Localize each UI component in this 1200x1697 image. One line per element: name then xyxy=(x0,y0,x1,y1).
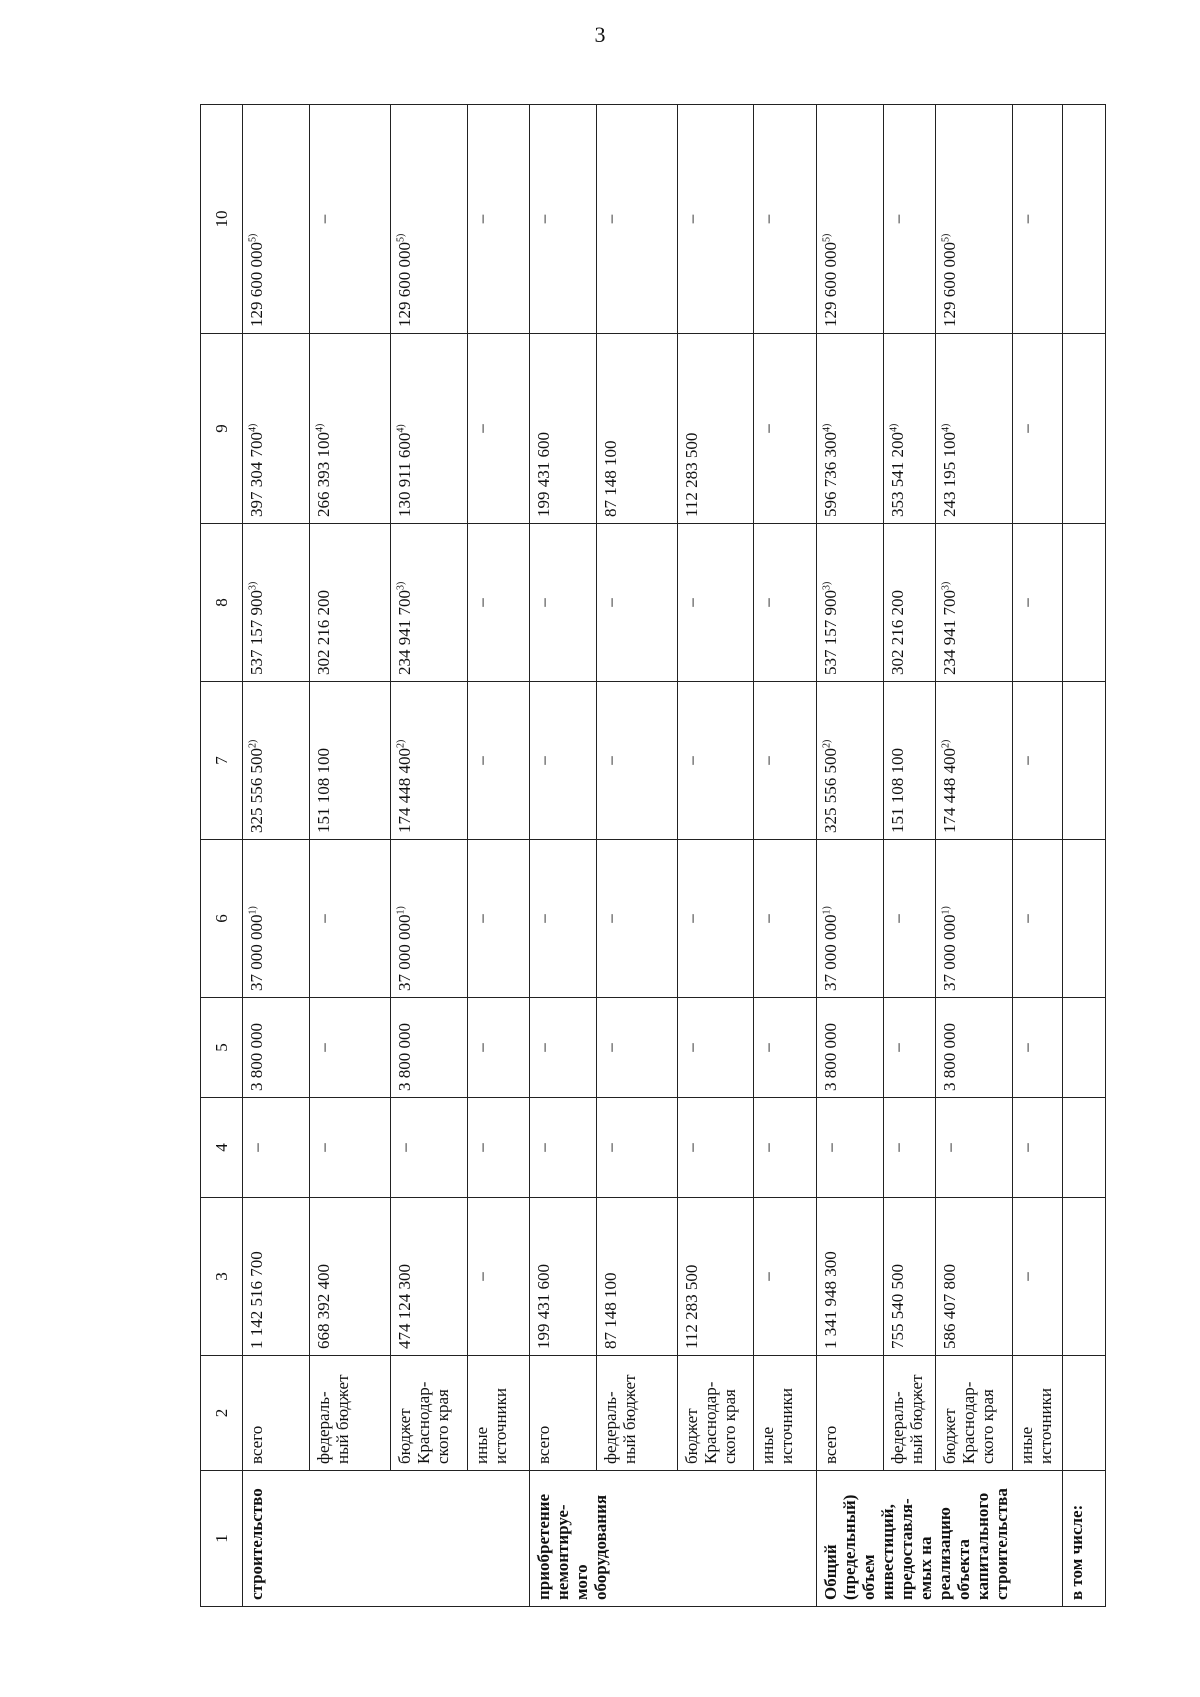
cell-value: – xyxy=(758,756,778,765)
cell-value: – xyxy=(314,214,334,224)
cell-c9 xyxy=(243,334,310,524)
cell-c7 xyxy=(243,682,310,840)
cell-c8 xyxy=(677,524,754,682)
funding-source: бюджет Краснодар-ского края xyxy=(677,1356,754,1471)
footer-label: в том числе: xyxy=(1063,1471,1106,1607)
cell-c4 xyxy=(677,1098,754,1198)
cell-c5 xyxy=(677,998,754,1098)
cell-c8 xyxy=(390,524,467,682)
cell-value: 199 431 600 xyxy=(534,432,554,517)
cell-value: – xyxy=(940,1143,960,1152)
cell-value: 129 600 000 xyxy=(821,242,841,327)
empty-cell xyxy=(1063,1356,1106,1471)
cell-value: – xyxy=(600,1143,620,1152)
footnote-mark: 3) xyxy=(395,581,407,590)
cell-c7 xyxy=(596,682,677,840)
table-row xyxy=(390,105,467,1607)
cell-value: – xyxy=(758,1143,778,1152)
group-label: строительство xyxy=(243,1471,530,1607)
cell-value: – xyxy=(471,1143,491,1152)
cell-value: – xyxy=(471,756,491,765)
cell-value: – xyxy=(471,914,491,923)
column-header-5: 5 xyxy=(201,998,243,1098)
cell-c6 xyxy=(817,840,884,998)
cell-c9 xyxy=(310,334,391,524)
group-label: Общий (предельный) объем инвестиций, предоставля-емых на реализацию объекта капитального строительства xyxy=(817,1471,1063,1607)
cell-value: – xyxy=(1016,214,1036,224)
empty-cell xyxy=(1063,1098,1106,1198)
footnote-mark: 1) xyxy=(395,906,407,915)
cell-c10 xyxy=(883,105,936,334)
empty-cell xyxy=(1063,998,1106,1098)
footnote-mark: 4) xyxy=(821,423,833,432)
cell-value: 537 157 900 xyxy=(247,590,267,675)
footnote-mark: 4) xyxy=(247,423,259,432)
cell-value: – xyxy=(1016,756,1036,765)
funding-source: иные источники xyxy=(754,1356,817,1471)
cell-c10 xyxy=(817,105,884,334)
cell-value: – xyxy=(681,214,701,224)
column-header-8: 8 xyxy=(201,524,243,682)
cell-value: – xyxy=(758,1043,778,1052)
cell-value: – xyxy=(758,914,778,923)
cell-c8 xyxy=(467,524,530,682)
cell-c8 xyxy=(883,524,936,682)
cell-value: – xyxy=(314,914,334,923)
cell-value: 586 407 800 xyxy=(940,1264,960,1349)
footnote-mark: 3) xyxy=(821,581,833,590)
cell-value: – xyxy=(887,214,907,224)
column-header-10: 10 xyxy=(201,105,243,334)
cell-c6 xyxy=(883,840,936,998)
cell-value: – xyxy=(758,214,778,224)
cell-c9 xyxy=(596,334,677,524)
cell-c6 xyxy=(530,840,597,998)
cell-value: – xyxy=(681,598,701,607)
cell-c10 xyxy=(1012,105,1063,334)
cell-value: – xyxy=(247,1143,267,1152)
cell-c3 xyxy=(467,1198,530,1356)
cell-c4 xyxy=(936,1098,1013,1198)
cell-value: – xyxy=(534,1143,554,1152)
cell-value: – xyxy=(394,1143,414,1152)
cell-value: – xyxy=(471,1272,491,1281)
cell-value: 243 195 100 xyxy=(940,432,960,517)
table-row xyxy=(310,105,391,1607)
cell-value: – xyxy=(887,1043,907,1052)
footnote-mark: 4) xyxy=(314,423,326,432)
cell-c4 xyxy=(596,1098,677,1198)
table-row xyxy=(754,105,817,1607)
cell-value: 755 540 500 xyxy=(887,1264,907,1349)
cell-c7 xyxy=(677,682,754,840)
cell-c10 xyxy=(936,105,1013,334)
cell-c10 xyxy=(310,105,391,334)
table-row xyxy=(1012,105,1063,1607)
cell-value: – xyxy=(1016,1043,1036,1052)
table-row xyxy=(596,105,677,1607)
cell-value: 3 800 000 xyxy=(940,1023,960,1091)
cell-value: – xyxy=(600,756,620,765)
cell-c10 xyxy=(390,105,467,334)
funding-source: иные источники xyxy=(467,1356,530,1471)
column-header-6: 6 xyxy=(201,840,243,998)
cell-c5 xyxy=(936,998,1013,1098)
cell-c10 xyxy=(754,105,817,334)
group-label: приобретение немонтируе-мого оборудования xyxy=(530,1471,817,1607)
cell-c9 xyxy=(883,334,936,524)
funding-source: федераль-ный бюджет xyxy=(596,1356,677,1471)
footnote-mark: 4) xyxy=(888,423,900,432)
empty-cell xyxy=(1063,524,1106,682)
empty-cell xyxy=(1063,1198,1106,1356)
footnote-mark: 3) xyxy=(940,581,952,590)
cell-c6 xyxy=(754,840,817,998)
cell-value: 199 431 600 xyxy=(534,1264,554,1349)
footnote-mark: 5) xyxy=(247,233,259,242)
cell-value: 151 108 100 xyxy=(887,748,907,833)
table-row xyxy=(936,105,1013,1607)
rotated-table-container xyxy=(200,105,1106,1607)
cell-c7 xyxy=(310,682,391,840)
column-header-7: 7 xyxy=(201,682,243,840)
cell-c3 xyxy=(596,1198,677,1356)
cell-c7 xyxy=(936,682,1013,840)
cell-value: 3 800 000 xyxy=(247,1023,267,1091)
cell-c8 xyxy=(596,524,677,682)
cell-value: – xyxy=(534,914,554,923)
cell-value: 129 600 000 xyxy=(394,242,414,327)
header-row xyxy=(201,105,243,1607)
table-row xyxy=(883,105,936,1607)
footnote-mark: 1) xyxy=(821,906,833,915)
cell-c6 xyxy=(467,840,530,998)
footer-row xyxy=(1063,105,1106,1607)
page-number: 3 xyxy=(594,22,606,47)
cell-c7 xyxy=(817,682,884,840)
cell-value: – xyxy=(314,1043,334,1052)
cell-value: – xyxy=(1016,914,1036,923)
cell-c9 xyxy=(677,334,754,524)
cell-c3 xyxy=(530,1198,597,1356)
cell-c7 xyxy=(467,682,530,840)
cell-value: 151 108 100 xyxy=(314,748,334,833)
cell-value: – xyxy=(600,914,620,923)
cell-c8 xyxy=(817,524,884,682)
cell-c3 xyxy=(243,1198,310,1356)
cell-value: – xyxy=(600,598,620,607)
cell-c3 xyxy=(1012,1198,1063,1356)
table-row xyxy=(530,105,597,1607)
cell-value: – xyxy=(887,914,907,923)
cell-value: – xyxy=(681,1043,701,1052)
cell-value: – xyxy=(1016,424,1036,433)
empty-cell xyxy=(1063,840,1106,998)
cell-c6 xyxy=(243,840,310,998)
cell-c3 xyxy=(677,1198,754,1356)
cell-c4 xyxy=(467,1098,530,1198)
cell-c4 xyxy=(883,1098,936,1198)
table-row xyxy=(243,105,310,1607)
cell-value: – xyxy=(471,424,491,433)
table-body xyxy=(201,105,1106,1607)
cell-value: 596 736 300 xyxy=(821,432,841,517)
cell-value: 37 000 000 xyxy=(247,914,267,991)
cell-value: – xyxy=(534,1043,554,1052)
cell-c5 xyxy=(596,998,677,1098)
cell-c8 xyxy=(530,524,597,682)
cell-value: 129 600 000 xyxy=(247,242,267,327)
cell-value: – xyxy=(471,1043,491,1052)
cell-value: 234 941 700 xyxy=(940,590,960,675)
empty-cell xyxy=(1063,334,1106,524)
cell-c10 xyxy=(677,105,754,334)
cell-c8 xyxy=(243,524,310,682)
empty-cell xyxy=(1063,682,1106,840)
cell-value: – xyxy=(600,1043,620,1052)
cell-c4 xyxy=(390,1098,467,1198)
cell-value: 1 341 948 300 xyxy=(821,1251,841,1349)
cell-c7 xyxy=(754,682,817,840)
column-header-1: 1 xyxy=(201,1471,243,1607)
cell-c6 xyxy=(677,840,754,998)
cell-value: 37 000 000 xyxy=(394,914,414,991)
cell-value: 668 392 400 xyxy=(314,1264,334,1349)
footnote-mark: 2) xyxy=(247,739,259,748)
footnote-mark: 1) xyxy=(247,906,259,915)
cell-value: – xyxy=(534,214,554,224)
cell-c4 xyxy=(754,1098,817,1198)
column-header-3: 3 xyxy=(201,1198,243,1356)
cell-value: 325 556 500 xyxy=(247,748,267,833)
cell-c7 xyxy=(390,682,467,840)
cell-value: – xyxy=(314,1143,334,1152)
cell-c7 xyxy=(883,682,936,840)
footnote-mark: 2) xyxy=(940,739,952,748)
footnote-mark: 1) xyxy=(940,906,952,915)
cell-c10 xyxy=(596,105,677,334)
cell-c9 xyxy=(1012,334,1063,524)
cell-value: 397 304 700 xyxy=(247,432,267,517)
funding-source: всего xyxy=(243,1356,310,1471)
cell-value: 37 000 000 xyxy=(940,914,960,991)
cell-c10 xyxy=(243,105,310,334)
cell-value: – xyxy=(1016,598,1036,607)
cell-value: – xyxy=(758,424,778,433)
cell-value: – xyxy=(758,598,778,607)
cell-c7 xyxy=(1012,682,1063,840)
cell-c3 xyxy=(310,1198,391,1356)
cell-value: 174 448 400 xyxy=(940,748,960,833)
footnote-mark: 2) xyxy=(821,739,833,748)
cell-value: 302 216 200 xyxy=(314,590,334,675)
cell-value: 1 142 516 700 xyxy=(247,1251,267,1349)
funding-source: бюджет Краснодар-ского края xyxy=(936,1356,1013,1471)
cell-value: 174 448 400 xyxy=(394,748,414,833)
cell-c5 xyxy=(243,998,310,1098)
footnote-mark: 2) xyxy=(395,739,407,748)
table-row xyxy=(677,105,754,1607)
cell-value: – xyxy=(681,914,701,923)
cell-c8 xyxy=(1012,524,1063,682)
cell-value: 37 000 000 xyxy=(821,914,841,991)
funding-source: федераль-ный бюджет xyxy=(310,1356,391,1471)
cell-c5 xyxy=(883,998,936,1098)
cell-c5 xyxy=(530,998,597,1098)
column-header-2: 2 xyxy=(201,1356,243,1471)
cell-value: 3 800 000 xyxy=(821,1023,841,1091)
cell-c9 xyxy=(754,334,817,524)
cell-c3 xyxy=(390,1198,467,1356)
cell-value: 266 393 100 xyxy=(314,432,334,517)
cell-value: 129 600 000 xyxy=(940,242,960,327)
cell-c4 xyxy=(243,1098,310,1198)
cell-c4 xyxy=(1012,1098,1063,1198)
cell-value: 87 148 100 xyxy=(600,1272,620,1349)
cell-value: 474 124 300 xyxy=(394,1264,414,1349)
funding-source: федераль-ный бюджет xyxy=(883,1356,936,1471)
empty-cell xyxy=(1063,105,1106,334)
cell-c6 xyxy=(390,840,467,998)
cell-c5 xyxy=(310,998,391,1098)
footnote-mark: 5) xyxy=(821,233,833,242)
cell-c9 xyxy=(530,334,597,524)
cell-c5 xyxy=(817,998,884,1098)
cell-value: 302 216 200 xyxy=(887,590,907,675)
cell-c6 xyxy=(1012,840,1063,998)
cell-c3 xyxy=(817,1198,884,1356)
cell-value: – xyxy=(681,756,701,765)
cell-c4 xyxy=(530,1098,597,1198)
footnote-mark: 5) xyxy=(940,233,952,242)
cell-c6 xyxy=(310,840,391,998)
cell-c9 xyxy=(467,334,530,524)
cell-c6 xyxy=(596,840,677,998)
cell-c6 xyxy=(936,840,1013,998)
investment-table xyxy=(200,104,1106,1607)
cell-c5 xyxy=(1012,998,1063,1098)
cell-value: – xyxy=(1016,1272,1036,1281)
table-row xyxy=(467,105,530,1607)
cell-c9 xyxy=(390,334,467,524)
cell-value: – xyxy=(681,1143,701,1152)
cell-c8 xyxy=(936,524,1013,682)
footnote-mark: 5) xyxy=(395,233,407,242)
footnote-mark: 4) xyxy=(395,424,407,433)
cell-value: 537 157 900 xyxy=(821,590,841,675)
cell-value: 325 556 500 xyxy=(821,748,841,833)
cell-c4 xyxy=(817,1098,884,1198)
column-header-4: 4 xyxy=(201,1098,243,1198)
cell-c5 xyxy=(754,998,817,1098)
cell-value: – xyxy=(600,214,620,224)
cell-c8 xyxy=(310,524,391,682)
cell-value: – xyxy=(1016,1143,1036,1152)
footnote-mark: 4) xyxy=(940,423,952,432)
cell-value: 112 283 500 xyxy=(681,432,701,517)
cell-c8 xyxy=(754,524,817,682)
table-row xyxy=(817,105,884,1607)
cell-value: 234 941 700 xyxy=(394,590,414,675)
funding-source: иные источники xyxy=(1012,1356,1063,1471)
cell-value: – xyxy=(821,1143,841,1152)
cell-c3 xyxy=(936,1198,1013,1356)
cell-value: – xyxy=(471,214,491,224)
cell-c3 xyxy=(754,1198,817,1356)
cell-c10 xyxy=(530,105,597,334)
footnote-mark: 3) xyxy=(247,581,259,590)
cell-value: – xyxy=(471,598,491,607)
cell-c4 xyxy=(310,1098,391,1198)
cell-c10 xyxy=(467,105,530,334)
cell-value: 3 800 000 xyxy=(394,1023,414,1091)
cell-c3 xyxy=(883,1198,936,1356)
cell-value: – xyxy=(758,1272,778,1281)
cell-value: 112 283 500 xyxy=(681,1264,701,1349)
column-header-9: 9 xyxy=(201,334,243,524)
funding-source: бюджет Краснодар-ского края xyxy=(390,1356,467,1471)
cell-c5 xyxy=(467,998,530,1098)
cell-c7 xyxy=(530,682,597,840)
funding-source: всего xyxy=(817,1356,884,1471)
cell-value: 87 148 100 xyxy=(600,440,620,517)
cell-value: 353 541 200 xyxy=(887,432,907,517)
cell-c9 xyxy=(936,334,1013,524)
cell-value: – xyxy=(534,756,554,765)
funding-source: всего xyxy=(530,1356,597,1471)
cell-c5 xyxy=(390,998,467,1098)
cell-c9 xyxy=(817,334,884,524)
cell-value: – xyxy=(534,598,554,607)
cell-value: 130 911 600 xyxy=(394,432,414,517)
cell-value: – xyxy=(887,1143,907,1152)
